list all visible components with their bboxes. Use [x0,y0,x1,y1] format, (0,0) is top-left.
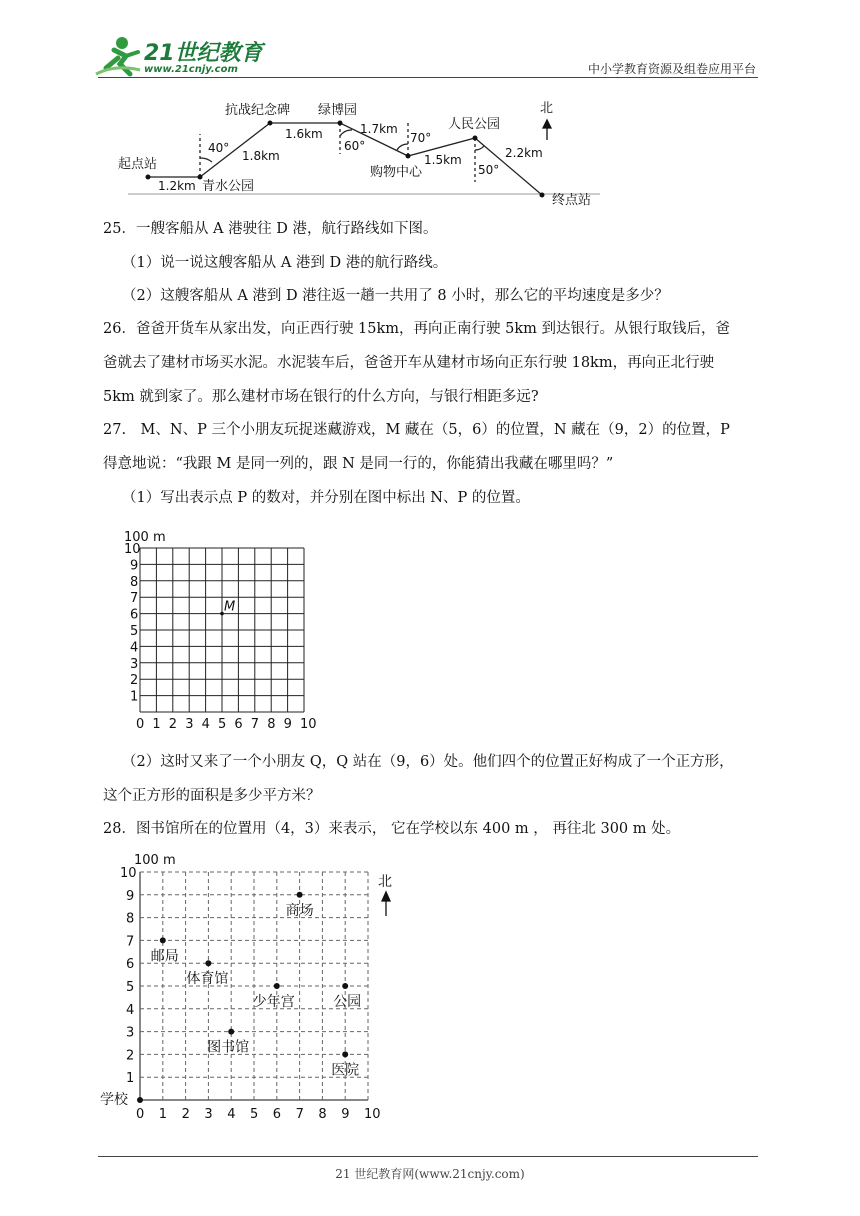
grid1-y-tick: 6 [130,607,139,623]
grid2-unit-label: 100 m [134,853,176,868]
stop-dot [268,121,273,126]
stop-dot [540,193,545,198]
q27-line1: 27. M、N、P 三个小朋友玩捉迷藏游戏，M 藏在（5，6）的位置，N 藏在（9，2）的位置，P [103,422,730,438]
grid2-x-tick: 9 [341,1107,350,1122]
q27-part2-line2: 这个正方形的面积是多少平方米？ [103,788,321,804]
grid1-y-tick: 4 [130,640,139,656]
route-map [110,92,610,210]
grid2-y-tick: 3 [126,1025,135,1041]
grid2-point [342,1051,348,1057]
grid2-point [342,983,348,989]
grid2-point-label: 学校 [100,1092,128,1108]
grid2-x-tick: 1 [158,1107,168,1122]
grid2-north-label: 北 [378,874,392,890]
q27-line2: 得意地说：“我跟 M 是同一列的，跟 N 是同一行的，你能猜出我藏在哪里吗？” [103,456,614,472]
grid2-y-tick: 7 [126,934,135,950]
header-divider [98,77,758,78]
q27-part1: （1）写出表示点 P 的数对，并分别在图中标出 N、P 的位置。 [122,490,530,506]
q26-line3: 5km 就到家了。那么建材市场在银行的什么方向，与银行相距多远? [103,389,539,405]
footer-text: 21 世纪教育网(www.21cnjy.com) [335,1167,525,1181]
place-label: 绿博园 [318,103,358,118]
north-arrow-icon [543,120,551,140]
grid1-x-tick: 2 [168,717,178,732]
grid2-point [274,983,280,989]
grid2-point [205,960,211,966]
distance-label: 1.2km [158,179,196,193]
q25-part1: （1）说一说这艘客船从 A 港到 D 港的航行路线。 [122,255,448,271]
grid2-x-tick: 0 [136,1107,145,1122]
grid1-y-tick: 9 [130,558,139,574]
runner-logo-icon [92,34,144,80]
angle-label: 50° [478,163,500,177]
place-label: 起点站 [118,157,158,172]
grid2-point [137,1097,143,1103]
grid2-point [160,937,166,943]
grid2-point [297,892,303,898]
grid2-y-tick: 5 [126,980,135,995]
grid2-point-label: 少年宫 [252,994,295,1010]
place-label: 青水公园 [202,179,255,194]
grid2-point-label: 体育馆 [186,971,229,988]
north-label: 北 [540,101,554,116]
distance-label: 1.7km [360,122,398,136]
distance-label: 1.5km [424,153,462,167]
grid1-y-tick: 8 [130,574,139,590]
q28-stem: 28．图书馆所在的位置用（4，3）来表示， 它在学校以东 400 m ， 再往北 300 m 处。 [103,821,681,837]
angle-label: 60° [344,139,366,153]
logo-url: www.21cnjy.com [144,64,238,75]
grid2-y-tick: 1 [126,1071,135,1087]
distance-label: 1.8km [242,149,280,163]
coordinate-grid-1 [110,526,330,732]
angle-label: 40° [208,141,230,155]
place-label: 终点站 [552,193,592,208]
grid1-x-tick: 4 [201,717,210,732]
grid2-x-tick: 10 [364,1107,381,1122]
grid1-x-tick: 5 [218,717,227,732]
north-arrow-icon [382,892,390,916]
grid2-y-tick: 8 [126,911,135,927]
grid1-x-tick: 3 [185,717,194,732]
footer-divider [98,1156,758,1157]
grid2-point-label: 公园 [333,994,362,1010]
grid1-unit-label: 100 m [124,530,166,545]
stop-dot [338,121,343,126]
logo-text: 21世纪教育 [144,41,263,66]
place-label: 购物中心 [370,165,423,180]
distance-label: 2.2km [505,146,543,160]
grid2-x-tick: 8 [318,1107,327,1122]
grid2-y-tick: 10 [120,866,137,881]
grid1-y-tick: 3 [130,656,139,672]
grid1-x-tick: 7 [250,717,260,732]
grid2-point-label: 图书馆 [207,1039,250,1056]
stop-dot [406,154,411,159]
grid1-x-tick: 6 [234,717,243,732]
place-label: 抗战纪念碑 [225,103,291,118]
grid2-y-tick: 6 [126,957,135,973]
q25-part2: （2）这艘客船从 A 港到 D 港往返一趟一共用了 8 小时，那么它的平均速度是多少？ [122,288,669,304]
grid2-x-tick: 6 [272,1107,282,1122]
grid1-y-tick: 7 [130,591,139,607]
platform-name: 中小学教育资源及组卷应用平台 [587,62,756,76]
grid2-y-tick: 2 [126,1048,135,1064]
grid2-x-tick: 3 [204,1107,213,1122]
grid1-x-tick: 10 [300,717,317,732]
place-label: 人民公园 [448,117,501,132]
q26-line1: 26．爸爸开货车从家出发，向正西行驶 15km，再向正南行驶 5km 到达银行。从银行取钱后，爸 [103,321,731,337]
site-logo [92,34,267,80]
grid2-x-tick: 7 [295,1107,304,1122]
stop-dot [473,136,478,141]
grid1-y-tick: 2 [130,673,139,689]
grid1-y-tick: 5 [130,624,139,639]
coordinate-grid-2 [98,850,408,1122]
grid1-y-tick: 10 [124,542,141,557]
grid1-y-tick: 1 [130,689,139,705]
distance-label: 1.6km [285,127,323,141]
grid1-x-tick: 0 [136,717,145,732]
grid2-point-label: 商场 [285,902,314,919]
grid2-point-label: 医院 [331,1062,360,1079]
grid1-x-tick: 8 [267,717,276,732]
grid1-x-tick: 1 [152,717,161,732]
grid2-x-tick: 4 [227,1107,236,1122]
q27-part2-line1: （2）这时又来了一个小朋友 Q，Q 站在（9，6）处。他们四个的位置正好构成了一个正方形， [122,754,734,770]
q25-stem: 25．一艘客船从 A 港驶往 D 港，航行路线如下图。 [103,221,438,237]
grid2-y-tick: 4 [126,1002,135,1018]
grid2-x-tick: 2 [181,1107,190,1122]
grid2-point [228,1029,234,1035]
grid1-point-label: M [224,599,236,615]
grid2-y-tick: 9 [126,888,135,904]
angle-label: 70° [410,131,432,145]
stop-dot [146,175,151,180]
grid2-x-tick: 5 [250,1107,259,1122]
q26-line2: 爸就去了建材市场买水泥。水泥装车后，爸爸开车从建材市场向正东行驶 18km，再向正北行驶 [103,355,715,371]
grid2-point-label: 邮局 [150,948,179,965]
grid1-x-tick: 9 [283,717,292,732]
